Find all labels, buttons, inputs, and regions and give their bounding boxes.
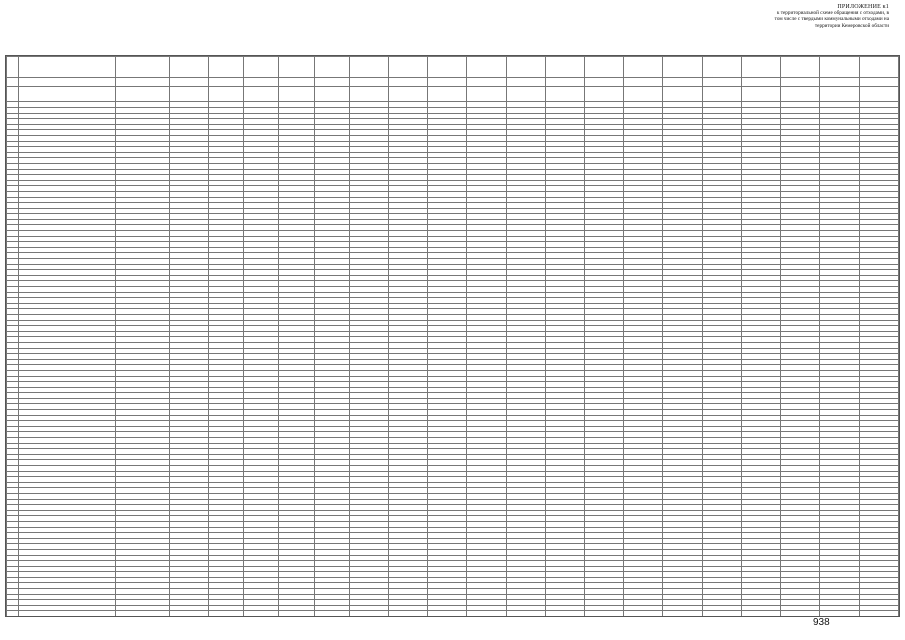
column-header: [170, 87, 209, 102]
report-table: [6, 56, 899, 617]
column-header: [702, 87, 741, 102]
column-header: [314, 87, 349, 102]
column-header: [663, 78, 702, 87]
column-header: [545, 78, 584, 87]
column-header: [467, 78, 506, 87]
table-header-row: [7, 78, 899, 87]
column-header: [584, 78, 623, 87]
annex-label: ПРИЛОЖЕНИЕ к1: [837, 4, 889, 10]
column-header: [388, 78, 427, 87]
column-header: [624, 78, 663, 87]
report-table-container: [5, 55, 900, 617]
column-header: [116, 57, 170, 78]
column-header: [428, 57, 467, 78]
column-header: [702, 57, 741, 78]
column-header: [820, 78, 859, 87]
column-header: [209, 57, 244, 78]
page-number: 938: [813, 617, 830, 628]
column-header: [859, 78, 898, 87]
column-header: [244, 87, 279, 102]
column-header: [624, 57, 663, 78]
column-header: [781, 57, 820, 78]
column-header: [209, 78, 244, 87]
column-header: [349, 57, 388, 78]
column-header: [388, 87, 427, 102]
column-header: [244, 57, 279, 78]
column-header: [428, 87, 467, 102]
column-header: [820, 87, 859, 102]
column-header: [506, 87, 545, 102]
column-header: [19, 78, 116, 87]
column-header: [170, 78, 209, 87]
column-header: [170, 57, 209, 78]
column-header: [279, 78, 314, 87]
column-header: [7, 78, 19, 87]
column-header: [244, 78, 279, 87]
annex-header-line: том числе с твердыми коммунальными отходами на: [774, 16, 889, 23]
column-header: [467, 57, 506, 78]
column-header: [702, 78, 741, 87]
column-header: [859, 57, 898, 78]
column-header: [545, 87, 584, 102]
column-header: [116, 87, 170, 102]
column-header: [349, 87, 388, 102]
column-header: [19, 57, 116, 78]
column-header: [506, 57, 545, 78]
column-header: [7, 87, 19, 102]
table-header-row: [7, 57, 899, 78]
column-header: [741, 78, 780, 87]
column-header: [349, 78, 388, 87]
column-header: [19, 87, 116, 102]
column-header: [781, 87, 820, 102]
column-header: [506, 78, 545, 87]
column-header: [279, 87, 314, 102]
column-header: [279, 57, 314, 78]
column-header: [859, 87, 898, 102]
column-header: [663, 57, 702, 78]
column-header: [209, 87, 244, 102]
column-header: [663, 87, 702, 102]
annex-header: [659, 4, 889, 29]
column-header: [7, 57, 19, 78]
column-header: [820, 57, 859, 78]
annex-header-line: территории Кемеровской области: [814, 22, 889, 29]
column-header: [116, 78, 170, 87]
column-header: [584, 57, 623, 78]
column-header: [624, 87, 663, 102]
column-header: [314, 78, 349, 87]
column-header: [741, 57, 780, 78]
column-header: [467, 87, 506, 102]
column-header: [388, 57, 427, 78]
column-header: [781, 78, 820, 87]
column-header: [741, 87, 780, 102]
column-header: [314, 57, 349, 78]
annex-header-line: к территориальной схеме обращения с отходами, в: [776, 10, 889, 17]
column-header: [545, 57, 584, 78]
table-header-row: [7, 87, 899, 102]
column-header: [584, 87, 623, 102]
column-header: [428, 78, 467, 87]
